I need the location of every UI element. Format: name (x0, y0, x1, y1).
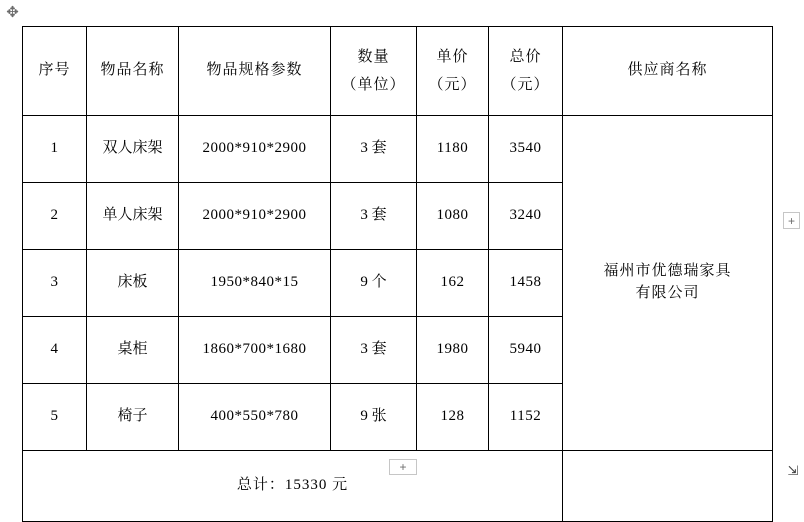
column-header-supplier: 供应商名称 (563, 27, 773, 116)
cell-no: 2 (23, 183, 87, 250)
supplier-line1: 福州市优德瑞家具 (603, 263, 732, 280)
cell-qty: 3 套 (331, 116, 417, 183)
table-row (23, 116, 773, 183)
column-header-price-line1: 单价 (436, 48, 469, 65)
cell-qty: 3 套 (331, 183, 417, 250)
cell-qty: 9 张 (331, 384, 417, 451)
cell-no: 5 (23, 384, 87, 451)
cell-spec: 2000*910*2900 (179, 116, 331, 183)
cell-price: 1080 (417, 183, 489, 250)
cell-name: 单人床架 (87, 183, 179, 250)
column-header-total (489, 27, 563, 116)
column-header-name: 物品名称 (87, 27, 179, 116)
cell-price: 128 (417, 384, 489, 451)
table-move-handle[interactable]: ✥ (6, 4, 19, 21)
cell-total: 5940 (489, 317, 563, 384)
cell-spec: 1950*840*15 (179, 250, 331, 317)
cell-price: 162 (417, 250, 489, 317)
cell-supplier (563, 116, 773, 451)
cell-summary-supplier-empty (563, 451, 773, 522)
supplier-line2: 有限公司 (635, 285, 700, 301)
cell-qty: 3 套 (331, 317, 417, 384)
add-row-button[interactable]: + (389, 459, 417, 475)
cell-no: 4 (23, 317, 87, 384)
table-header-row (23, 27, 773, 116)
column-header-price (417, 27, 489, 116)
cell-no: 1 (23, 116, 87, 183)
cell-total: 3540 (489, 116, 563, 183)
cell-price: 1980 (417, 317, 489, 384)
cell-name: 桌柜 (87, 317, 179, 384)
column-header-total-line2: （元） (501, 77, 550, 93)
cell-summary-total: 总计：15330 元 (23, 451, 563, 522)
cell-no: 3 (23, 250, 87, 317)
cell-total: 1152 (489, 384, 563, 451)
cell-spec: 1860*700*1680 (179, 317, 331, 384)
column-header-price-line2: （元） (428, 77, 477, 93)
cell-name: 双人床架 (87, 116, 179, 183)
column-header-qty-line2: （单位） (341, 77, 406, 93)
cell-price: 1180 (417, 116, 489, 183)
column-header-no: 序号 (23, 27, 87, 116)
column-header-qty (331, 27, 417, 116)
add-column-button[interactable]: + (783, 212, 800, 229)
cell-name: 椅子 (87, 384, 179, 451)
goods-table (22, 26, 773, 522)
cell-name: 床板 (87, 250, 179, 317)
column-header-spec: 物品规格参数 (179, 27, 331, 116)
cell-spec: 2000*910*2900 (179, 183, 331, 250)
cell-total: 3240 (489, 183, 563, 250)
cell-total: 1458 (489, 250, 563, 317)
cell-qty: 9 个 (331, 250, 417, 317)
cell-spec: 400*550*780 (179, 384, 331, 451)
column-header-qty-line1: 数量 (357, 48, 390, 65)
table-resize-handle[interactable]: ⇲ (787, 463, 799, 478)
goods-table-container (22, 26, 772, 522)
column-header-total-line1: 总价 (509, 48, 542, 65)
